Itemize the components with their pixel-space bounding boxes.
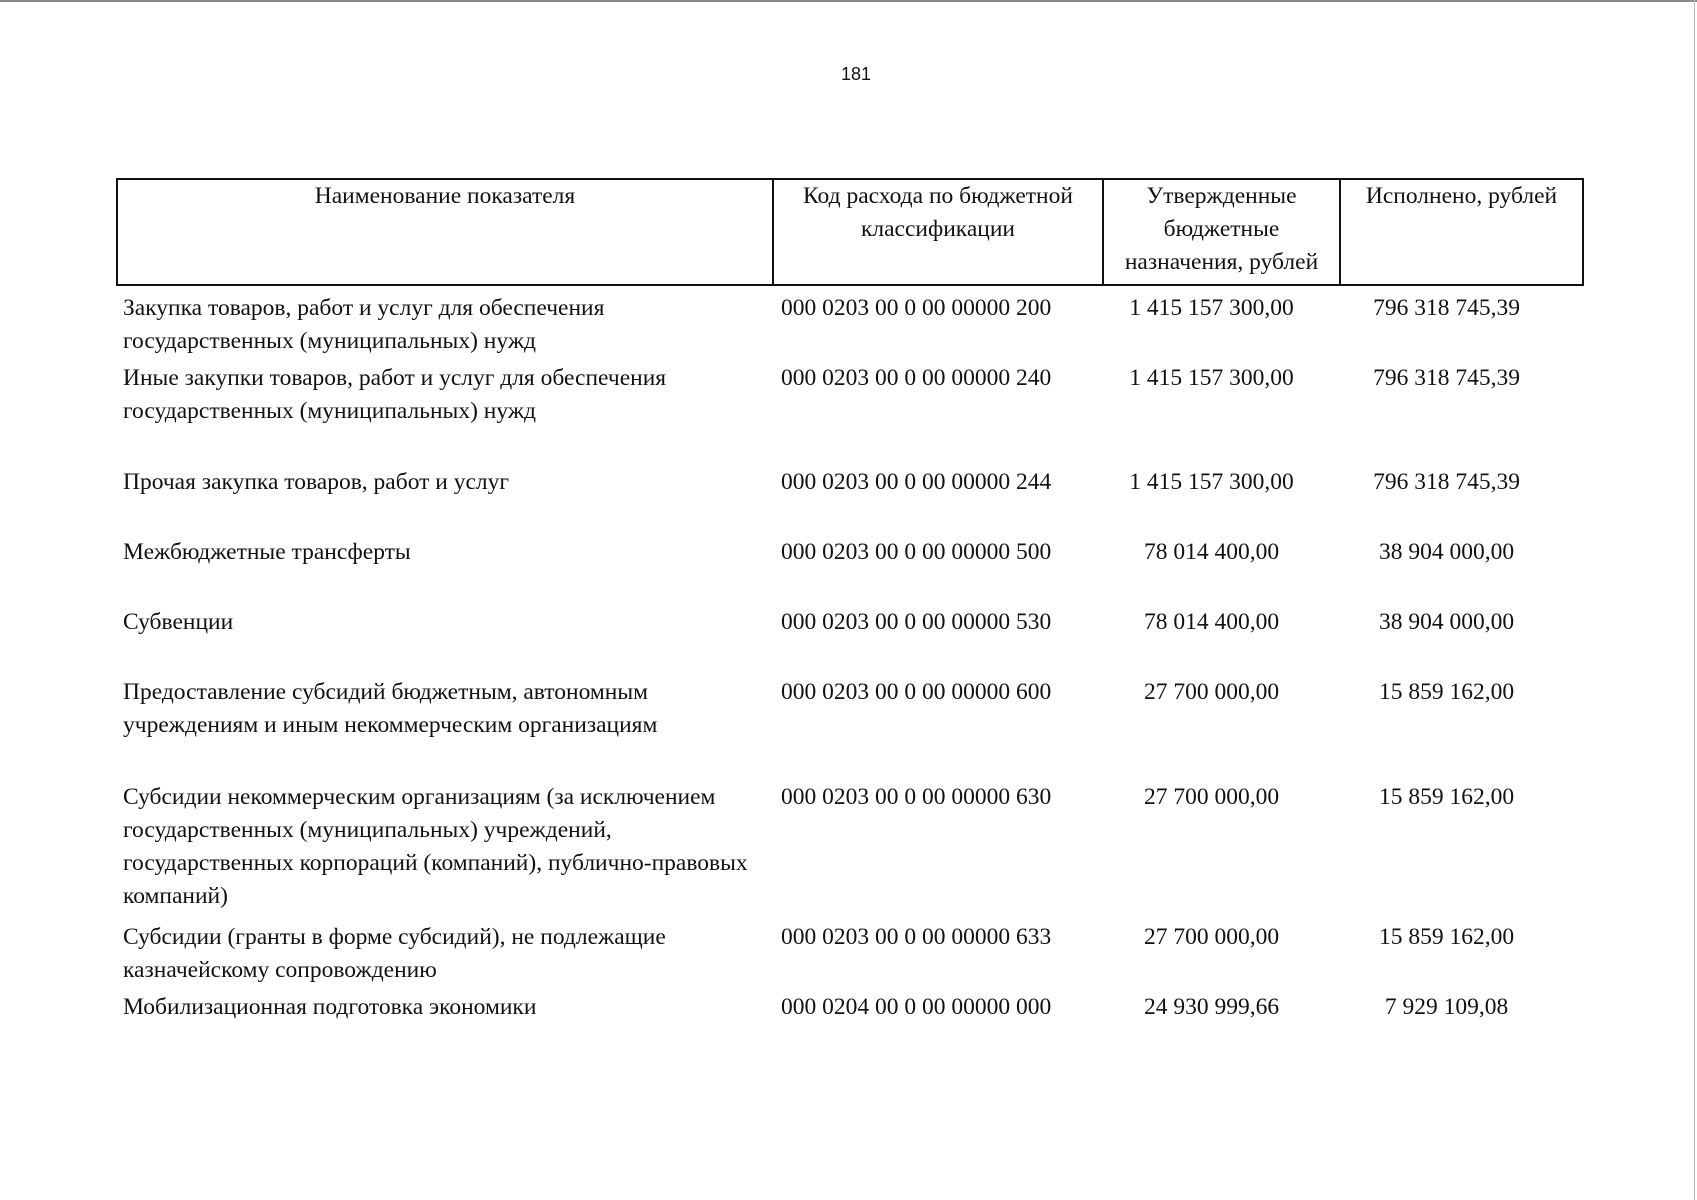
row-name: Закупка товаров, работ и услуг для обеспечения государственных (муниципальных) нужд <box>123 295 605 354</box>
header-executed-amount: Исполнено, рублей <box>1340 179 1583 285</box>
row-name: Мобилизационная подготовка экономики <box>123 994 537 1020</box>
row-code: 000 0203 00 0 00 00000 244 <box>781 469 1052 495</box>
row-name: Субсидии (гранты в форме субсидий), не подлежащие казначейскому сопровождению <box>123 924 666 983</box>
table-row <box>117 285 1583 362</box>
row-code: 000 0203 00 0 00 00000 633 <box>781 924 1052 950</box>
row-code: 000 0203 00 0 00 00000 500 <box>781 539 1052 565</box>
row-name: Предоставление субсидий бюджетным, автономным учреждениям и иным некоммерческим организациям <box>123 679 658 738</box>
row-code: 000 0203 00 0 00 00000 630 <box>781 784 1052 810</box>
table-row <box>117 536 1583 606</box>
header-indicator-name: Наименование показателя <box>117 179 773 285</box>
row-approved: 78 014 400,00 <box>1143 609 1280 635</box>
row-executed: 38 904 000,00 <box>1378 539 1515 565</box>
table-row <box>117 466 1583 536</box>
row-executed: 38 904 000,00 <box>1378 609 1515 635</box>
header-expense-code: Код расхода по бюджетной классификации <box>773 179 1103 285</box>
table-row <box>117 921 1583 991</box>
table-row <box>117 362 1583 466</box>
row-approved: 1 415 157 300,00 <box>1129 365 1294 391</box>
row-code: 000 0203 00 0 00 00000 240 <box>781 365 1052 391</box>
row-code: 000 0203 00 0 00 00000 530 <box>781 609 1052 635</box>
row-name: Прочая закупка товаров, работ и услуг <box>123 469 510 495</box>
row-code: 000 0203 00 0 00 00000 200 <box>781 295 1052 321</box>
table-row <box>117 676 1583 781</box>
table-row <box>117 781 1583 921</box>
table-row <box>117 606 1583 676</box>
row-approved: 1 415 157 300,00 <box>1129 295 1294 321</box>
row-approved: 24 930 999,66 <box>1143 994 1280 1020</box>
scan-top-line <box>0 0 1697 2</box>
table-row <box>117 991 1583 1031</box>
row-approved: 27 700 000,00 <box>1143 679 1280 705</box>
row-executed: 7 929 109,08 <box>1384 994 1509 1020</box>
row-executed: 796 318 745,39 <box>1373 365 1520 391</box>
budget-table <box>116 178 1584 1031</box>
row-approved: 27 700 000,00 <box>1143 924 1280 950</box>
row-executed: 796 318 745,39 <box>1373 295 1520 321</box>
row-name: Субвенции <box>123 609 234 635</box>
row-executed: 796 318 745,39 <box>1373 469 1520 495</box>
header-approved-amount: Утвержденные бюджетные назначения, рублей <box>1103 179 1340 285</box>
row-name: Субсидии некоммерческим организациям (за исключением государственных (муниципальных) учреждений, государственных корпораций (компаний), публично-правовых компаний) <box>123 784 748 909</box>
row-approved: 1 415 157 300,00 <box>1129 469 1294 495</box>
header-row <box>117 179 1583 285</box>
row-executed: 15 859 162,00 <box>1378 679 1515 705</box>
row-approved: 27 700 000,00 <box>1143 784 1280 810</box>
row-name: Межбюджетные трансферты <box>123 539 411 565</box>
page-number: 181 <box>840 64 872 84</box>
scan-right-edge <box>1694 0 1695 1200</box>
row-code: 000 0204 00 0 00 00000 000 <box>781 994 1052 1020</box>
row-code: 000 0203 00 0 00 00000 600 <box>781 679 1052 705</box>
row-name: Иные закупки товаров, работ и услуг для обеспечения государственных (муниципальных) нужд <box>123 365 667 424</box>
budget-table-container <box>116 178 1582 1031</box>
row-executed: 15 859 162,00 <box>1378 924 1515 950</box>
row-approved: 78 014 400,00 <box>1143 539 1280 565</box>
row-executed: 15 859 162,00 <box>1378 784 1515 810</box>
